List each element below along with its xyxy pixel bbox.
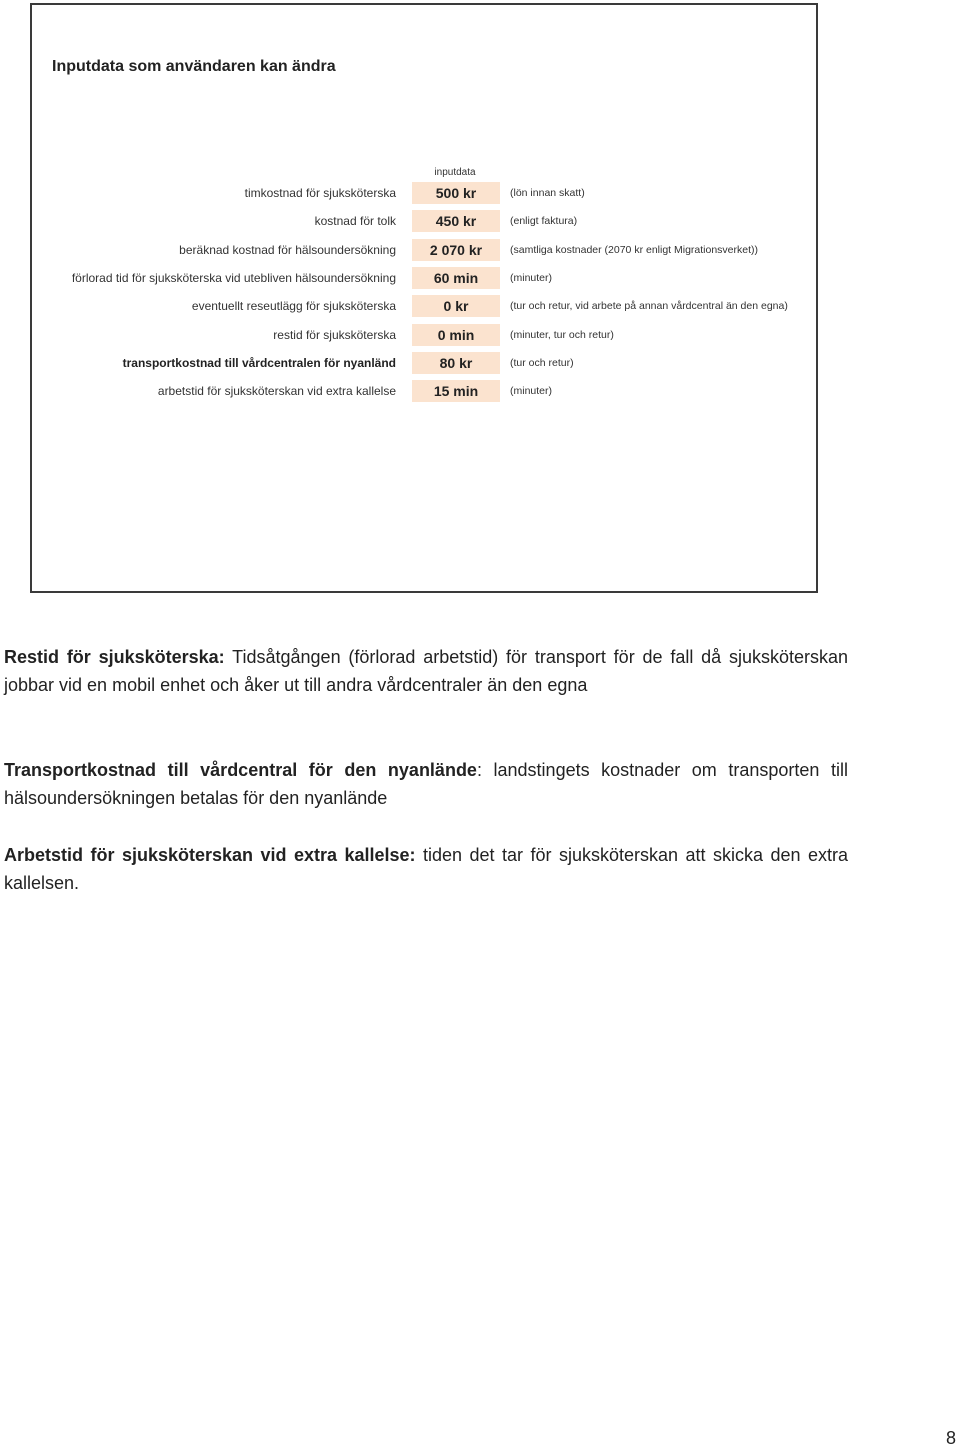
row-note: (samtliga kostnader (2070 kr enligt Migrationsverket)): [510, 244, 759, 256]
row-label: transportkostnad till vårdcentralen för nyanländ: [122, 356, 396, 370]
row-label: timkostnad för sjuksköterska: [244, 186, 396, 200]
row-label: restid för sjuksköterska: [273, 328, 396, 342]
definition-term: Arbetstid för sjuksköterskan vid extra kallelse:: [4, 845, 416, 865]
row-label: arbetstid för sjuksköterskan vid extra kallelse: [157, 384, 396, 398]
definition-paragraph: [4, 756, 848, 812]
row-value[interactable]: 60 min: [412, 267, 500, 289]
input-row: [32, 295, 818, 317]
definition-text: : landstingets kostnader om transporten till hälsoundersökningen betalas för den nyanlände: [4, 760, 848, 808]
row-value[interactable]: 500 kr: [412, 182, 500, 204]
page-number: 8: [945, 1428, 956, 1448]
input-row: [32, 267, 818, 289]
row-note: (enligt faktura): [510, 215, 578, 227]
definition-text: Tidsåtgången (förlorad arbetstid) för transport för de fall då sjuksköterskan jobbar vid en mobil enhet och åker ut till andra vårdcentraler än den egna: [4, 647, 848, 695]
input-row: [32, 324, 818, 346]
row-note: (tur och retur, vid arbete på annan vårdcentral än den egna): [510, 300, 788, 312]
row-label: förlorad tid för sjuksköterska vid utebliven hälsoundersökning: [71, 271, 396, 285]
row-note: (minuter): [510, 272, 553, 284]
column-header: inputdata: [434, 167, 476, 178]
input-row: [32, 239, 818, 261]
input-row: [32, 380, 818, 402]
row-value[interactable]: 450 kr: [412, 210, 500, 232]
row-note: (minuter): [510, 385, 553, 397]
slide-title: Inputdata som användaren kan ändra: [52, 58, 336, 75]
input-row: [32, 210, 818, 232]
row-value[interactable]: 0 min: [412, 324, 500, 346]
slide-figure: [30, 3, 818, 593]
row-note: (lön innan skatt): [510, 187, 585, 199]
definition-text: tiden det tar för sjuksköterskan att skicka den extra kallelsen.: [4, 845, 848, 893]
definition-paragraph: [4, 643, 848, 699]
definition-term: Restid för sjuksköterska:: [4, 647, 225, 667]
row-note: (tur och retur): [510, 357, 574, 369]
row-value[interactable]: 0 kr: [412, 295, 500, 317]
row-label: kostnad för tolk: [314, 214, 396, 228]
row-value[interactable]: 80 kr: [412, 352, 500, 374]
row-value[interactable]: 15 min: [412, 380, 500, 402]
input-row: [32, 182, 818, 204]
row-label: eventuellt reseutlägg för sjuksköterska: [191, 299, 396, 313]
row-value[interactable]: 2 070 kr: [412, 239, 500, 261]
definition-paragraph: [4, 841, 848, 897]
row-note: (minuter, tur och retur): [510, 329, 614, 341]
row-label: beräknad kostnad för hälsoundersökning: [179, 243, 396, 257]
input-row: [32, 352, 818, 374]
definition-term: Transportkostnad till vårdcentral för den nyanlände: [4, 760, 477, 780]
